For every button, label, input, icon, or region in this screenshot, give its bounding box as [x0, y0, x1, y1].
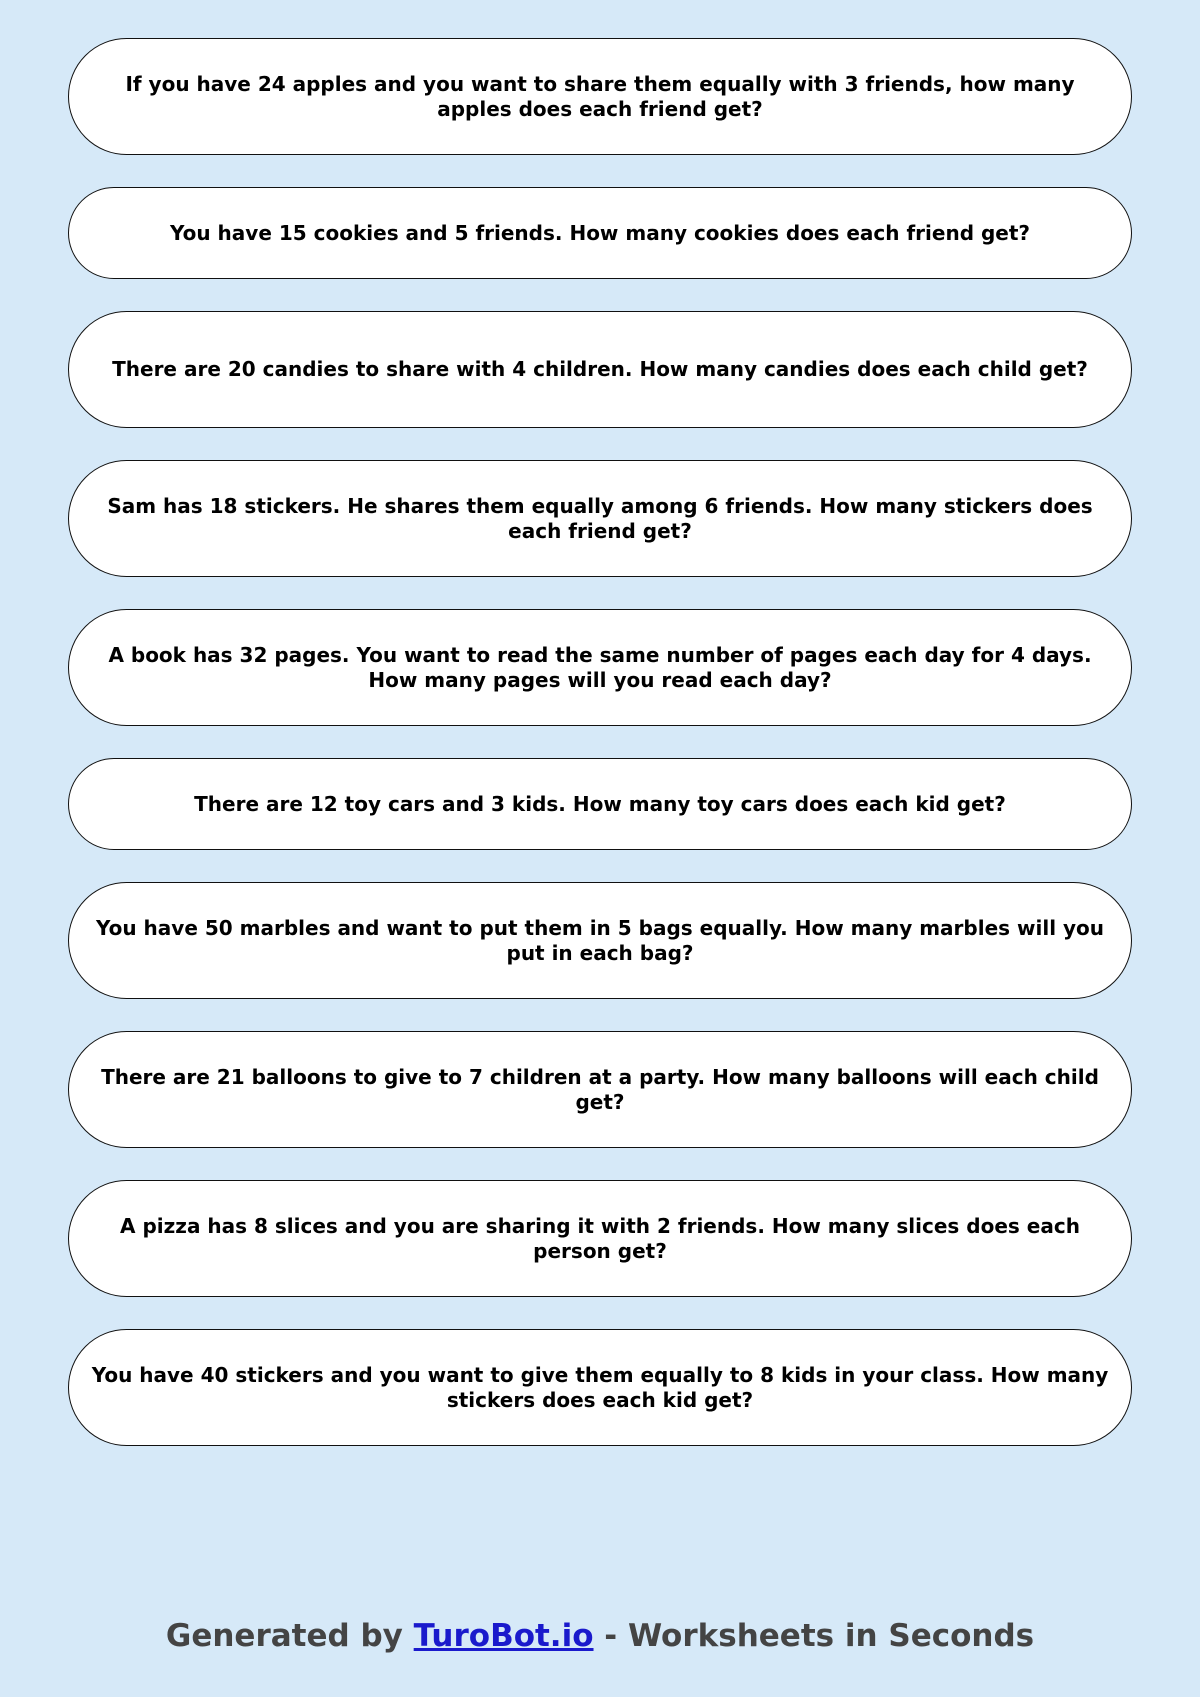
- question-card: [68, 1180, 1132, 1297]
- question-card: [68, 882, 1132, 999]
- question-text: A book has 32 pages. You want to read the same number of pages each day for 4 days. How many pages will you read each day?: [108, 642, 1092, 692]
- question-text: You have 15 cookies and 5 friends. How many cookies does each friend get?: [169, 220, 1031, 245]
- question-list: [68, 38, 1132, 1478]
- question-card: [68, 1031, 1132, 1148]
- footer-suffix: - Worksheets in Seconds: [593, 1618, 1035, 1654]
- question-text: You have 40 stickers and you want to give them equally to 8 kids in your class. How many stickers does each kid get?: [91, 1362, 1109, 1412]
- question-text: Sam has 18 stickers. He shares them equally among 6 friends. How many stickers does each friend get?: [107, 493, 1093, 543]
- question-text: There are 12 toy cars and 3 kids. How many toy cars does each kid get?: [194, 791, 1006, 816]
- footer-prefix: Generated by: [165, 1618, 414, 1654]
- question-card: [68, 609, 1132, 726]
- question-card: [68, 187, 1132, 279]
- turobot-link[interactable]: TuroBot.io: [413, 1618, 594, 1654]
- question-card: [68, 38, 1132, 155]
- question-text: There are 20 candies to share with 4 children. How many candies does each child get?: [112, 357, 1088, 381]
- question-text: A pizza has 8 slices and you are sharing it with 2 friends. How many slices does each person get?: [120, 1213, 1080, 1263]
- question-text: You have 50 marbles and want to put them in 5 bags equally. How many marbles will you put in each bag?: [95, 915, 1105, 965]
- question-card: [68, 758, 1132, 850]
- question-card: [68, 1329, 1132, 1446]
- question-card: [68, 460, 1132, 577]
- footer: [0, 1618, 1200, 1654]
- question-card: [68, 311, 1132, 428]
- question-text: There are 21 balloons to give to 7 children at a party. How many balloons will each child get?: [101, 1064, 1099, 1114]
- question-text: If you have 24 apples and you want to share them equally with 3 friends, how many apples does each friend get?: [125, 71, 1075, 121]
